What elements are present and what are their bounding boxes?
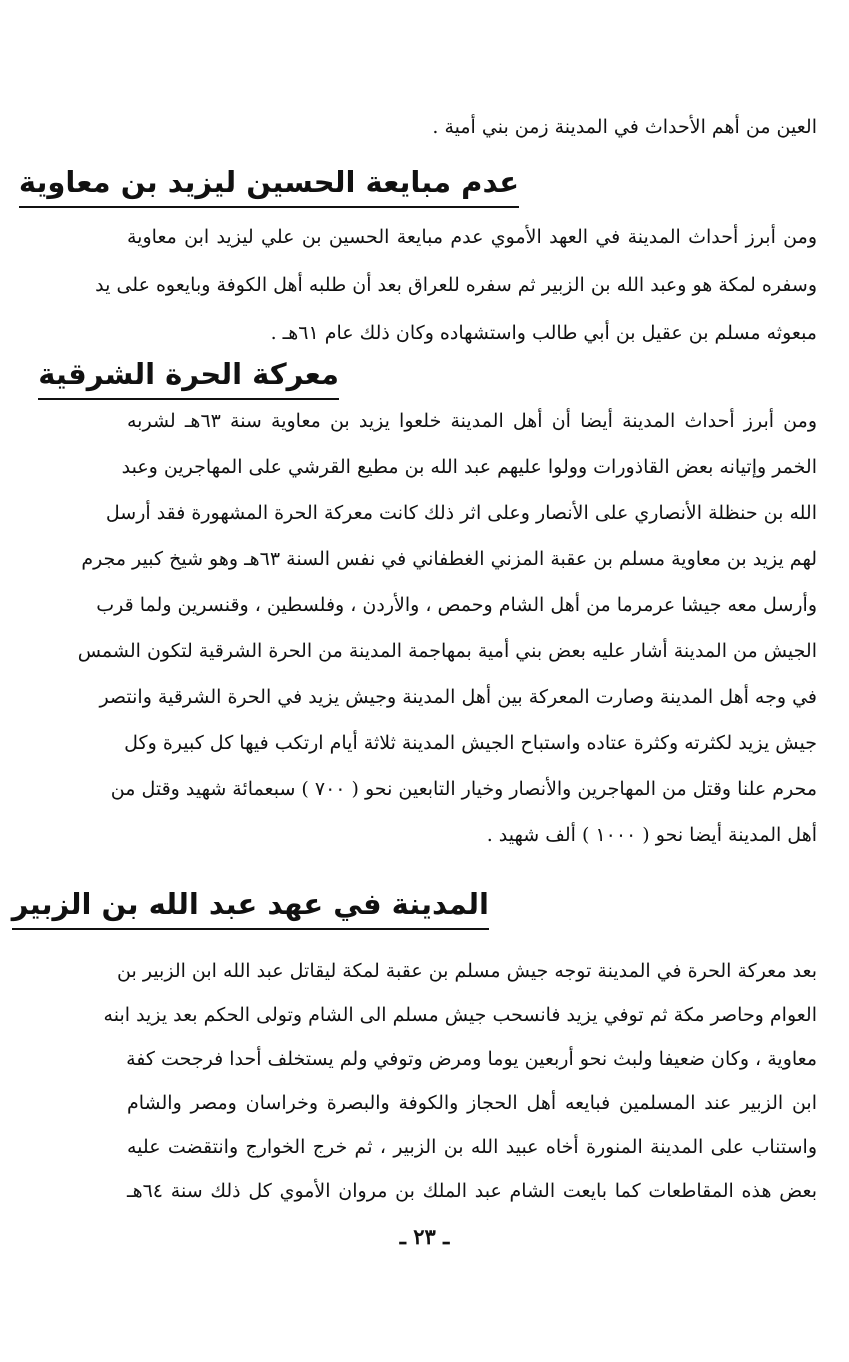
paragraph-line: بعض هذه المقاطعات كما بايعت الشام عبد الملك بن مروان الأموي كل ذلك سنة ٦٤هـ [127, 1180, 817, 1202]
page-number: ـ ٢٣ ـ [399, 1224, 450, 1249]
paragraph-line: العوام وحاصر مكة ثم توفي يزيد فانسحب جيش مسلم الى الشام وتولى الحكم بعد يزيد ابنه [103, 1004, 817, 1026]
paragraph-line: ابن الزبير عند المسلمين فبايعه أهل الحجاز والكوفة والبصرة وخراسان ومصر والشام [127, 1092, 817, 1114]
paragraph-line: أهل المدينة أيضا نحو ( ١٠٠٠ ) ألف شهيد . [486, 824, 817, 846]
paragraph-line: معاوية ، وكان ضعيفا ولبث نحو أربعين يوما ومرض وتوفي ولم يستخلف أحدا فرجحت كفة [126, 1048, 817, 1070]
paragraph-line: الجيش من المدينة أشار عليه بعض بني أمية بمهاجمة المدينة من الحرة الشرقية لتكون الشمس [77, 640, 817, 662]
paragraph-line: وسفره لمكة هو وعبد الله بن الزبير ثم سفره للعراق بعد أن طلبه أهل الكوفة وبايعوه على يد [95, 274, 817, 296]
section-heading-harra: معركة الحرة الشرقية [38, 354, 339, 400]
paragraph-line: ومن أبرز أحداث المدينة في العهد الأموي عدم مبايعة الحسين بن علي ليزيد ابن معاوية [127, 226, 817, 248]
section-heading-husayn: عدم مبايعة الحسين ليزيد بن معاوية [19, 162, 519, 208]
paragraph-line: بعد معركة الحرة في المدينة توجه جيش مسلم بن عقبة لمكة ليقاتل عبد الله ابن الزبير بن [117, 960, 817, 982]
paragraph-line: الخمر وإتيانه بعض القاذورات وولوا عليهم عبد الله بن مطيع القرشي على المهاجرين وعبد [121, 456, 817, 478]
paragraph-line: جيش يزيد لكثرته وكثرة عتاده واستباح الجيش المدينة ثلاثة أيام ارتكب فيها كل كبيرة وكل [124, 732, 817, 754]
section-heading-ibn-zubayr: المدينة في عهد عبد الله بن الزبير [12, 884, 489, 930]
paragraph-line: ومن أبرز أحداث المدينة أيضا أن أهل المدينة خلعوا يزيد بن معاوية سنة ٦٣هـ لشربه [127, 410, 817, 432]
paragraph-line: واستناب على المدينة المنورة أخاه عبيد الله بن الزبير ، ثم خرج الخوارج وانتقضت عليه [127, 1136, 817, 1158]
paragraph-line: مبعوثه مسلم بن عقيل بن أبي طالب واستشهاده وكان ذلك عام ٦١هـ . [270, 322, 817, 344]
paragraph-line: الله بن حنظلة الأنصاري على الأنصار وعلى اثر ذلك كانت معركة الحرة المشهورة فقد أرسل [105, 502, 817, 524]
paragraph-line: لهم يزيد بن معاوية مسلم بن عقبة المزني الغطفاني في نفس السنة ٦٣هـ وهو شيخ كبير مجرم [81, 548, 817, 570]
paragraph-line: وأرسل معه جيشا عرمرما من أهل الشام وحمص ، والأردن ، وفلسطين ، وقنسرين ولما قرب [96, 594, 817, 616]
paragraph-line: العين من أهم الأحداث في المدينة زمن بني أمية . [432, 116, 817, 138]
paragraph-line: في وجه أهل المدينة وصارت المعركة بين أهل المدينة وجيش يزيد في الحرة الشرقية وانتصر [99, 686, 817, 708]
paragraph-line: محرم علنا وقتل من المهاجرين والأنصار وخيار التابعين نحو ( ٧٠٠ ) سبعمائة شهيد وقتل من [110, 778, 817, 800]
